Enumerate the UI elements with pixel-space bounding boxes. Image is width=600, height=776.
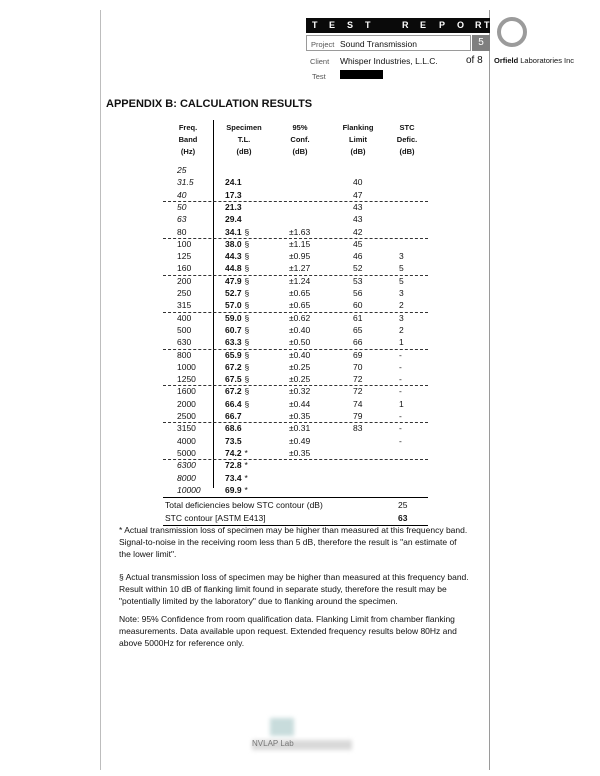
table-row <box>163 386 428 398</box>
tl-mark: § <box>244 361 250 372</box>
company-name-bold: Orfield <box>494 56 519 65</box>
tl-cell <box>225 436 245 446</box>
column-header-line: T.L. <box>237 135 251 144</box>
tl-value: 67.2 <box>225 386 242 397</box>
band-separator <box>163 201 428 202</box>
flanking-cell: 70 <box>353 361 363 372</box>
banner-letter: O <box>457 20 465 30</box>
tl-value: 21.3 <box>225 201 242 212</box>
flanking-cell: 61 <box>353 312 363 323</box>
tl-mark: * <box>244 472 248 483</box>
flanking-cell: 46 <box>353 251 363 262</box>
tl-value: 60.7 <box>225 324 242 335</box>
table-row <box>163 276 428 288</box>
tl-cell <box>225 239 249 249</box>
tl-cell <box>225 473 248 483</box>
freq-cell: 40 <box>177 189 187 200</box>
tl-cell <box>225 300 249 310</box>
flanking-cell: 43 <box>353 214 363 225</box>
flanking-cell: 66 <box>353 337 363 348</box>
tl-value: 38.0 <box>225 238 242 249</box>
tl-value: 67.2 <box>225 361 242 372</box>
tl-cell <box>225 350 249 360</box>
page-number: 5 <box>472 35 490 51</box>
tl-mark: § <box>244 312 250 323</box>
freq-cell: 315 <box>177 300 192 311</box>
conf-cell: ±0.25 <box>289 361 311 372</box>
tl-value: 44.8 <box>225 263 242 274</box>
freq-cell: 80 <box>177 226 187 237</box>
banner-letter: E <box>420 20 427 30</box>
freq-cell: 6300 <box>177 460 196 471</box>
company-name <box>494 56 574 65</box>
stc-contour-value: 63 <box>398 513 408 524</box>
tl-value: 73.5 <box>225 435 242 446</box>
tl-cell <box>225 177 245 187</box>
tl-cell <box>225 202 245 212</box>
flanking-cell: 79 <box>353 411 363 421</box>
tl-value: 47.9 <box>225 275 242 286</box>
tl-mark: § <box>244 398 250 409</box>
tl-cell <box>225 325 249 335</box>
band-separator <box>163 422 428 423</box>
tl-value: 66.7 <box>225 411 242 421</box>
table-row <box>163 165 428 177</box>
flanking-cell: 40 <box>353 177 363 188</box>
conf-cell: ±0.95 <box>289 251 311 262</box>
conf-cell: ±0.40 <box>289 324 311 335</box>
total-deficiencies-label: Total deficiencies below STC contour (dB) <box>165 500 323 511</box>
flanking-cell: 83 <box>353 423 363 434</box>
table-row <box>163 263 428 275</box>
note-asterisk: * Actual transmission loss of specimen may be higher than measured at this frequency band. Signal-to-noise in the receiving room less than 5 dB, therefore the result is "an estimate of the lower limit". <box>119 525 468 560</box>
flanking-cell: 56 <box>353 288 363 298</box>
stc-deficiency-cell: - <box>399 435 402 446</box>
freq-cell: 10000 <box>177 484 201 495</box>
flanking-cell: 69 <box>353 349 363 360</box>
stc-deficiency-cell: - <box>399 349 402 360</box>
column-header <box>333 122 383 158</box>
conf-cell: ±0.49 <box>289 435 311 446</box>
table-row <box>163 288 428 300</box>
note-general: Note: 95% Confidence from room qualification data. Flanking Limit from chamber flanking measurements. Data available upon request. Extended frequency results below 80Hz and above 5000Hz for reference only. <box>119 614 457 649</box>
band-separator <box>163 459 428 460</box>
tl-value: 67.5 <box>225 374 242 385</box>
freq-cell: 160 <box>177 263 192 274</box>
redacted-test-id <box>340 70 383 79</box>
table-row <box>163 227 428 239</box>
page-border-right <box>489 10 490 770</box>
tl-cell <box>225 214 245 224</box>
tl-mark: § <box>244 251 250 262</box>
band-separator <box>163 349 428 350</box>
table-row <box>163 374 428 386</box>
footer-text: NVLAP Lab <box>252 739 294 748</box>
tl-mark: § <box>244 238 250 249</box>
banner-letter: S <box>347 20 354 30</box>
banner-letter: T <box>312 20 318 30</box>
page-title: APPENDIX B: CALCULATION RESULTS <box>106 98 313 110</box>
column-header <box>215 122 273 158</box>
freq-cell: 500 <box>177 324 192 335</box>
freq-cell: 400 <box>177 312 192 323</box>
column-header <box>387 122 427 158</box>
stc-deficiency-cell: 1 <box>399 337 404 348</box>
freq-cell: 250 <box>177 288 192 298</box>
tl-cell <box>225 251 249 261</box>
table-row <box>163 362 428 374</box>
stc-deficiency-cell: 2 <box>399 300 404 311</box>
table-row <box>163 411 428 423</box>
note-section: § Actual transmission loss of specimen may be higher than measured at this frequency band. Result within 10 dB of flanking limit found in separate study, therefore the result may be "potentially limited by the laboratory" due to flanking around the specimen. <box>119 572 469 607</box>
tl-mark: * <box>244 484 248 495</box>
band-separator <box>163 312 428 313</box>
conf-cell: ±0.50 <box>289 337 311 348</box>
tl-mark: § <box>244 337 250 348</box>
project-value: Sound Transmission <box>340 39 418 49</box>
column-header-line: (dB) <box>399 147 415 156</box>
table-row <box>163 239 428 251</box>
table-row <box>163 350 428 362</box>
banner-letter: E <box>329 20 336 30</box>
freq-cell: 63 <box>177 214 187 225</box>
tl-mark: * <box>244 460 248 471</box>
table-row <box>163 460 428 472</box>
stc-deficiency-cell: 1 <box>399 398 404 409</box>
flanking-cell: 60 <box>353 300 363 311</box>
client-value: Whisper Industries, L.L.C. <box>340 56 438 66</box>
conf-cell: ±1.24 <box>289 275 311 286</box>
banner-letter: P <box>439 20 446 30</box>
column-header-line: Conf. <box>290 135 310 144</box>
stc-deficiency-cell: - <box>399 386 402 397</box>
conf-cell: ±0.40 <box>289 349 311 360</box>
summary-top-rule <box>163 497 428 498</box>
stc-deficiency-cell: - <box>399 423 402 434</box>
freq-cell: 1000 <box>177 361 196 372</box>
tl-cell <box>225 313 249 323</box>
table-row <box>163 300 428 312</box>
tl-mark: § <box>244 263 250 274</box>
column-header-line: (dB) <box>350 147 366 156</box>
test-label: Test <box>312 72 326 81</box>
tl-value: 69.9 <box>225 484 242 495</box>
page-border-left <box>100 10 101 770</box>
tl-cell <box>225 374 249 384</box>
stc-deficiency-cell: 3 <box>399 288 404 298</box>
band-separator <box>163 385 428 386</box>
tl-mark: § <box>244 300 250 311</box>
tl-value: 74.2 <box>225 447 242 458</box>
column-header-line: Specimen <box>226 123 262 132</box>
table-row <box>163 337 428 349</box>
total-deficiencies-value: 25 <box>398 500 408 511</box>
flanking-cell: 65 <box>353 324 363 335</box>
conf-cell: ±0.44 <box>289 398 311 409</box>
column-header <box>275 122 325 158</box>
stc-contour-label: STC contour [ASTM E413] <box>165 513 266 524</box>
table-row <box>163 251 428 263</box>
freq-cell: 1600 <box>177 386 196 397</box>
table-row <box>163 190 428 202</box>
tl-value: 52.7 <box>225 288 242 298</box>
tl-cell <box>225 460 248 470</box>
stc-deficiency-cell: 5 <box>399 275 404 286</box>
tl-value: 57.0 <box>225 300 242 311</box>
flanking-cell: 45 <box>353 238 363 249</box>
conf-cell: ±1.15 <box>289 238 311 249</box>
tl-mark: § <box>244 226 250 237</box>
tl-value: 34.1 <box>225 226 242 237</box>
freq-cell: 2500 <box>177 411 196 421</box>
conf-cell: ±0.35 <box>289 447 311 458</box>
flanking-cell: 52 <box>353 263 363 274</box>
conf-cell: ±0.32 <box>289 386 311 397</box>
column-header-line: Band <box>178 135 198 144</box>
table-row <box>163 423 428 435</box>
table-row <box>163 177 428 189</box>
band-separator <box>163 238 428 239</box>
table-row <box>163 202 428 214</box>
tl-cell <box>225 190 245 200</box>
tl-cell <box>225 288 249 298</box>
tl-value: 59.0 <box>225 312 242 323</box>
stc-deficiency-cell: - <box>399 374 402 385</box>
tl-cell <box>225 362 249 372</box>
tl-mark: * <box>244 447 248 458</box>
company-name-rest: Laboratories Inc <box>518 56 575 65</box>
orfield-logo-ring-icon <box>497 17 527 47</box>
tl-cell <box>225 165 228 175</box>
tl-mark: § <box>244 386 250 397</box>
tl-value: 65.9 <box>225 349 242 360</box>
tl-cell <box>225 485 248 495</box>
flanking-cell: 74 <box>353 398 363 409</box>
banner-letter: R <box>475 20 482 30</box>
table-row <box>163 473 428 485</box>
column-header-line: Freq. <box>178 123 198 132</box>
column-header-line: (dB) <box>292 147 308 156</box>
column-header-line: Limit <box>349 135 367 144</box>
freq-cell: 800 <box>177 349 192 360</box>
stc-deficiency-cell: 3 <box>399 251 404 262</box>
tl-cell <box>225 227 249 237</box>
tl-mark: § <box>244 324 250 335</box>
flanking-cell: 72 <box>353 386 363 397</box>
tl-value: 44.3 <box>225 251 242 262</box>
table-row <box>163 214 428 226</box>
tl-cell <box>225 263 249 273</box>
column-header-line: Defic. <box>396 135 418 144</box>
project-label: Project <box>311 40 335 49</box>
freq-cell: 1250 <box>177 374 196 385</box>
column-header <box>163 122 213 158</box>
flanking-cell: 72 <box>353 374 363 385</box>
freq-cell: 8000 <box>177 472 196 483</box>
tl-mark: § <box>244 374 250 385</box>
tl-value: 29.4 <box>225 214 242 225</box>
test-report-banner <box>306 18 490 33</box>
tl-cell <box>225 448 248 458</box>
conf-cell: ±0.62 <box>289 312 311 323</box>
table-row <box>163 436 428 448</box>
flanking-cell: 42 <box>353 226 363 237</box>
tl-mark: § <box>244 275 250 286</box>
tl-cell <box>225 423 245 433</box>
project-row <box>306 35 490 52</box>
conf-cell: ±0.65 <box>289 288 311 298</box>
stc-deficiency-cell: 5 <box>399 263 404 274</box>
conf-cell: ±0.31 <box>289 423 311 434</box>
conf-cell: ±0.35 <box>289 411 311 421</box>
column-header-line: STC <box>399 123 415 132</box>
freq-cell: 4000 <box>177 435 196 446</box>
conf-cell: ±0.65 <box>289 300 311 311</box>
tl-cell <box>225 337 249 347</box>
stc-deficiency-cell: - <box>399 361 402 372</box>
freq-cell: 630 <box>177 337 192 348</box>
freq-cell: 31.5 <box>177 177 194 188</box>
table-row <box>163 313 428 325</box>
page-count: of 8 <box>466 55 483 66</box>
flanking-cell: 53 <box>353 275 363 286</box>
conf-cell: ±0.25 <box>289 374 311 385</box>
stc-deficiency-cell: - <box>399 411 402 421</box>
column-header-line: 95% <box>292 123 308 132</box>
freq-cell: 3150 <box>177 423 196 434</box>
conf-cell: ±1.63 <box>289 226 311 237</box>
banner-letter: T <box>484 20 490 30</box>
freq-cell: 125 <box>177 251 192 262</box>
banner-letter: R <box>402 20 409 30</box>
band-separator <box>163 275 428 276</box>
banner-letter: T <box>365 20 371 30</box>
table-row <box>163 399 428 411</box>
tl-cell <box>225 386 249 396</box>
tl-mark: § <box>244 349 250 360</box>
table-row <box>163 448 428 460</box>
tl-cell <box>225 411 245 421</box>
footer-logo-blurred <box>270 718 294 736</box>
freq-cell: 50 <box>177 201 187 212</box>
project-box <box>306 35 471 51</box>
freq-cell: 200 <box>177 275 192 286</box>
flanking-cell: 47 <box>353 189 363 200</box>
stc-deficiency-cell: 3 <box>399 312 404 323</box>
tl-value: 68.6 <box>225 423 242 434</box>
tl-value: 24.1 <box>225 177 242 188</box>
column-header-line: (Hz) <box>180 147 196 156</box>
table-row <box>163 485 428 497</box>
column-header-line: (dB) <box>236 147 252 156</box>
conf-cell: ±1.27 <box>289 263 311 274</box>
tl-cell <box>225 276 249 286</box>
flanking-cell: 43 <box>353 201 363 212</box>
tl-value: 66.4 <box>225 398 242 409</box>
column-header-line: Flanking <box>342 123 374 132</box>
stc-deficiency-cell: 2 <box>399 324 404 335</box>
tl-value: 63.3 <box>225 337 242 348</box>
tl-cell <box>225 399 249 409</box>
tl-value: 72.8 <box>225 460 242 471</box>
freq-cell: 100 <box>177 238 192 249</box>
freq-cell: 2000 <box>177 398 196 409</box>
table-row <box>163 325 428 337</box>
tl-value: 17.3 <box>225 189 242 200</box>
tl-mark: § <box>244 288 250 298</box>
freq-cell: 5000 <box>177 447 196 458</box>
freq-cell: 25 <box>177 165 187 175</box>
tl-value: 73.4 <box>225 472 242 483</box>
footer-accreditation-blurred <box>252 716 352 756</box>
client-label: Client <box>310 57 330 66</box>
